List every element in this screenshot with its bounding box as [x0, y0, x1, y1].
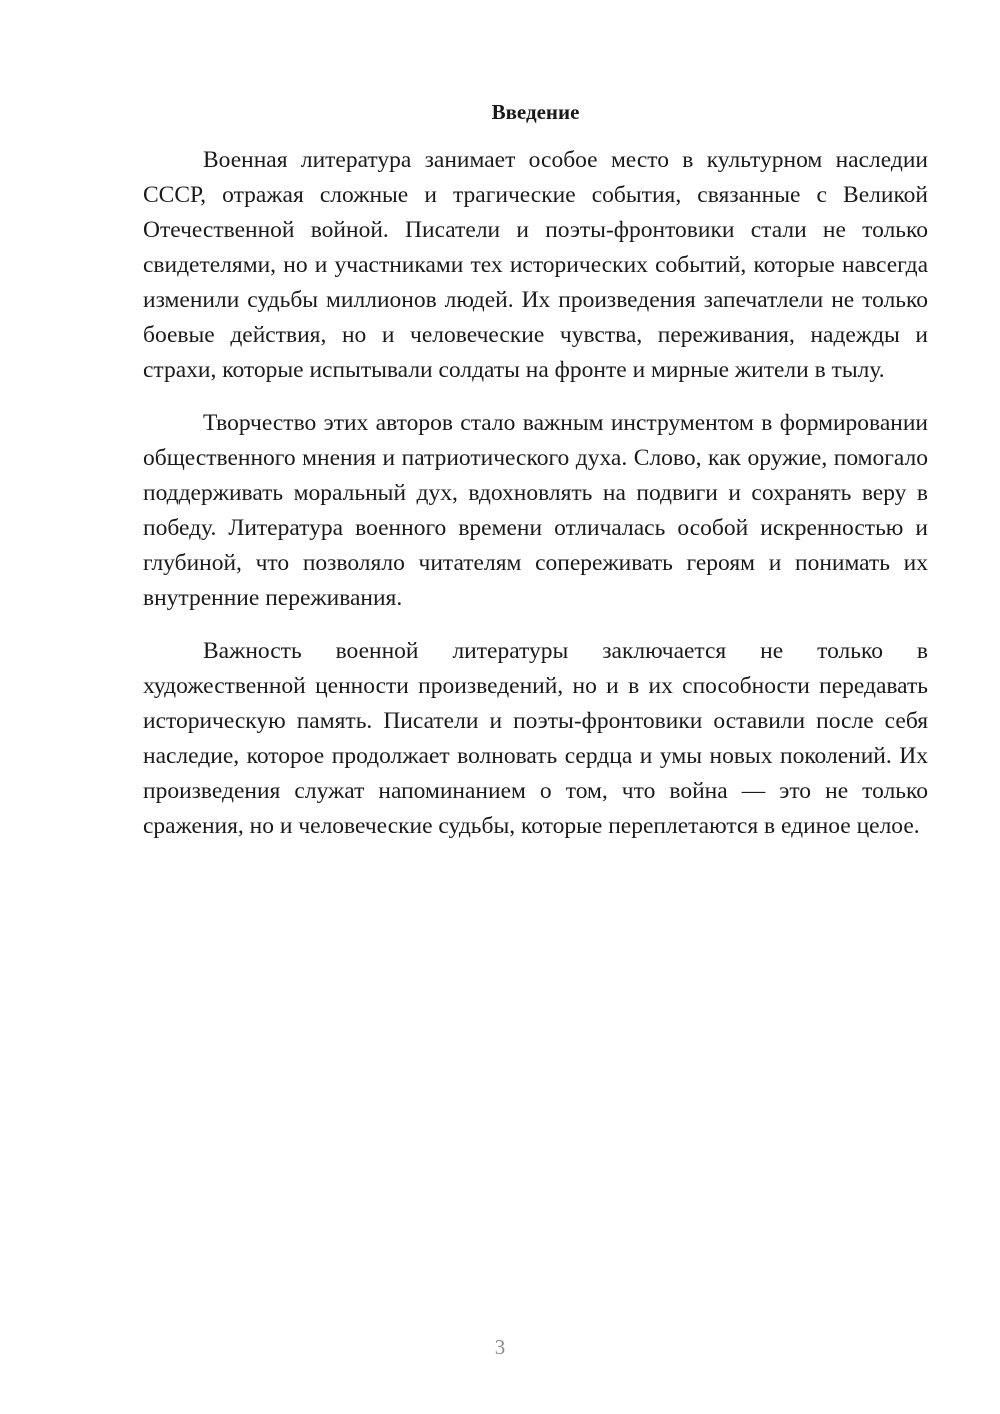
- section-heading: Введение: [491, 100, 580, 124]
- paragraph-1: Военная литература занимает особое место в культурном наследии СССР, отражая сложные и трагические события, связанные с Великой Отечественной войной. Писатели и поэты-фронтовики стали не только свидетелями, но и участниками тех исторических событий, которые навсегда изменили судьбы миллионов людей. Их произведения запечатлели не только боевые действия, но и человеческие чувства, переживания, надежды и страхи, которые испытывали солдаты на фронте и мирные жители в тылу.: [143, 147, 928, 383]
- paragraph-2: Творчество этих авторов стало важным инструментом в формировании общественного мнения и патриотического духа. Слово, как оружие, помогало поддерживать моральный дух, вдохновлять на подвиги и сохранять веру в победу. Литература военного времени отличалась особой искренностью и глубиной, что позволяло читателям сопереживать героям и понимать их внутренние переживания.: [143, 410, 928, 611]
- paragraph-3: Важность военной литературы заключается не только в художественной ценности произведений, но и в их способности передавать историческую память. Писатели и поэты-фронтовики оставили после себя наследие, которое продолжает волновать сердца и умы новых поколений. Их произведения служат напоминанием о том, что война — это не только сражения, но и человеческие судьбы, которые переплетаются в единое целое.: [143, 638, 928, 839]
- page-number: 3: [494, 1335, 506, 1359]
- body-text: [143, 143, 928, 862]
